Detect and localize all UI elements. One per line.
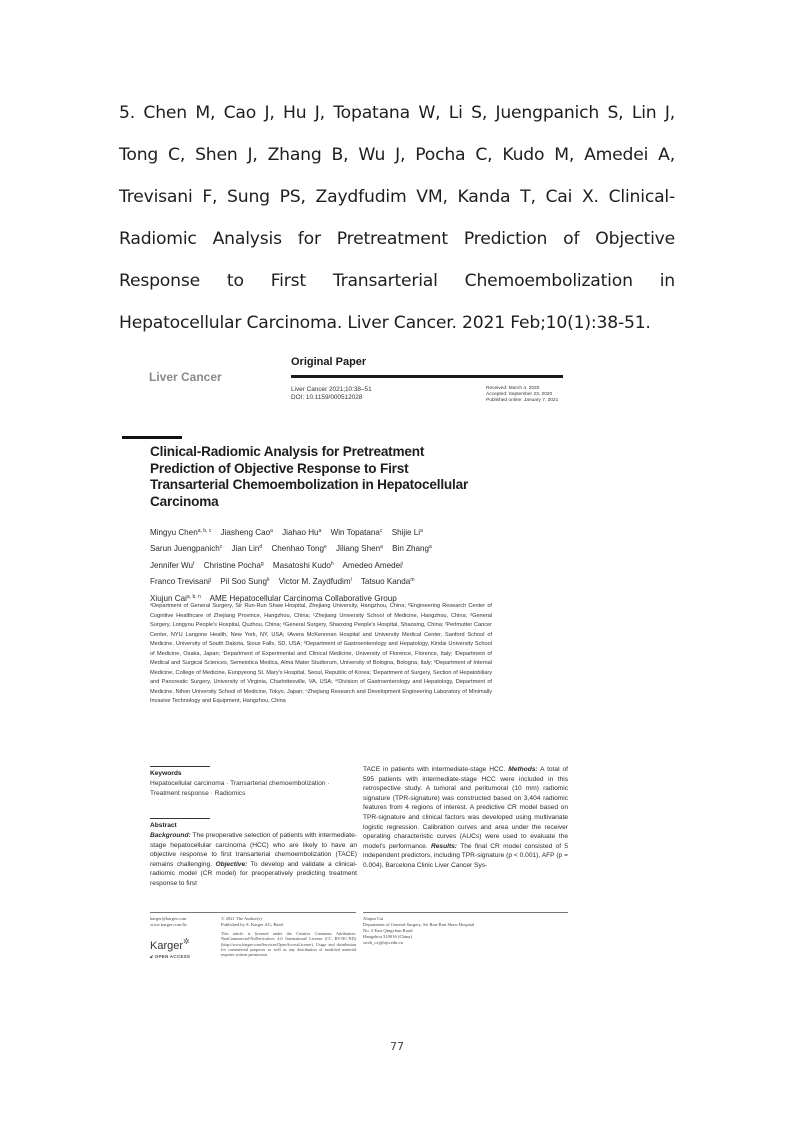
abstract-heading: Abstract: [150, 822, 177, 829]
accepted-date: Accepted: September 23, 2020: [486, 392, 553, 397]
title-divider: [122, 436, 182, 439]
author: Jian Lin$^d$: [231, 544, 263, 554]
received-date: Received: March 4, 2020: [486, 386, 540, 391]
correspondence-address: Xiujun Cai Department of General Surgery, Sir Run-Run Shaw Hospital No. 3 East Qingchun Road Hangzhou 310016 (China) srrsh_cxj@zju.edu.cn: [363, 916, 475, 945]
journal-citation-line: Liver Cancer 2021;10:38–51: [291, 386, 372, 393]
open-access-label: 🔓︎ OPEN ACCESS: [150, 954, 191, 959]
author: Sarun Juengpanich$^c$: [150, 544, 223, 554]
author: Christine Pocha$^g$: [203, 560, 264, 570]
publication-info: [291, 386, 372, 402]
author: Mingyu Chen$^{a, b, c}$: [150, 528, 212, 537]
doi: DOI: 10.1159/000512028: [291, 394, 363, 401]
author: Jiliang Shen$^a$: [335, 544, 383, 554]
footer-divider-right: [363, 912, 568, 913]
publication-dates: [486, 386, 558, 404]
page-number: 77: [390, 1040, 404, 1053]
author: Shijie Li$^a$: [391, 528, 423, 537]
open-access-lock-icon: 🔓︎: [150, 954, 154, 959]
publisher-line: Published by S. Karger AG, Basel: [221, 922, 284, 927]
karger-burst-icon: ✲: [183, 937, 190, 946]
license-text: This article is licensed under the Creative Commons Attribution-NonCommercial-NoDerivatives 4.0 International License (CC BY-NC-ND) (http://www.karger.com/Services/OpenAccessLicense). Usage and distribution for commercial purposes as well as any distribution of modified material requires written permission.: [221, 931, 356, 958]
karger-logo: Karger✲: [150, 937, 190, 952]
author: Jiahao Hu$^a$: [282, 528, 322, 537]
abstract-divider: [150, 818, 210, 819]
background-label: Background:: [150, 832, 191, 839]
methods-label: Methods:: [508, 766, 538, 773]
footer-divider-left: [150, 912, 356, 913]
publisher-email: karger@karger.com: [150, 916, 187, 921]
keywords-divider: [150, 766, 210, 767]
author: Masatoshi Kudo$^h$: [272, 560, 334, 570]
abstract-column-1: Background: The preoperative selection of patients with intermediate-stage hepatocellular carcinoma (HCC) who are likely to have an objective response to first transarterial chemoembolization (TACE) remains challenging. Objective: To develop and validate a clinical-radiomic model (CR model) for preoperatively predicting treatment response to first: [150, 832, 358, 887]
objective-label: Objective:: [215, 860, 248, 868]
author-list: [150, 524, 500, 606]
author: Chenhao Tong$^e$: [271, 544, 327, 554]
header-divider: [291, 375, 563, 378]
author: Xiujun Cai$^{a, b, n}$: [150, 593, 201, 603]
author: Tatsuo Kanda$^m$: [360, 577, 415, 587]
author-group: AME Hepatocellular Carcinoma Collaborative Group: [209, 593, 397, 603]
keywords-heading: Keywords: [150, 770, 182, 777]
author: Win Topatana$^c$: [330, 528, 383, 537]
copyright: © 2021 The Author(s): [221, 916, 262, 921]
paper-type-label: Original Paper: [291, 356, 367, 368]
journal-name: Liver Cancer: [149, 370, 222, 384]
author: Bin Zhang$^a$: [392, 544, 432, 554]
author: Victor M. Zaydfudim$^l$: [278, 577, 352, 587]
abstract-column-2: TACE in patients with intermediate-stage HCC. Methods: A total of 595 patients with intermediate-stage HCC were included in this retrospective study. A tumoral and peritumoral (10 mm) radiomic signature (TPR-signature) was constructed based on 3,404 radiomic features from 4 regions of interest. A predictive CR model based on TPR-signature and clinical factors was developed using multivariate logistic regression. Calibration curves and area under the receiver operating characteristic curves (AUCs) were used to evaluate the model's performance. Results: The final CR model consisted of 5 independent predictors, including TPR-signature (p < 0.001), AFP (p = 0.004), Barcelona Clinic Liver Cancer Sys-: [363, 766, 568, 869]
published-date: Published online: January 7, 2021: [486, 398, 559, 403]
author: Amedeo Amedei$^i$: [342, 560, 404, 570]
paper-first-page-image: [110, 350, 580, 980]
publisher-website: www.karger.com/lic: [150, 922, 188, 927]
reference-citation: 5. Chen M, Cao J, Hu J, Topatana W, Li S, Juengpanich S, Lin J, Tong C, Shen J, Zhang B, Wu J, Pocha C, Kudo M, Amedei A, Trevisani F, Sung PS, Zaydfudim VM, Kanda T, Cai X. Clinical-Radiomic Analysis for Pretreatment Prediction of Objective Response to First Transarterial Chemoembolization in Hepatocellular Carcinoma. Liver Cancer. 2021 Feb;10(1):38-51.: [119, 103, 675, 333]
publisher-contact: [150, 916, 187, 928]
affiliations: ᵃDepartment of General Surgery, Sir Run-Run Shaw Hospital, Zhejiang University, Hangzhou, China; ᵇEngineering Research Center of Cognitive Healthcare of Zhejiang Province, Hangzhou, China; ᶜZhejiang University School of Medicine, Hangzhou, China; ᵈGeneral Surgery, Longyou People's Hospital, Quzhou, China; ᵉGeneral Surgery, Shaoxing People's Hospital, Shaoxing, China; ᶠPerlmutter Cancer Center, NYU Langone Health, New York, NY, USA; ᵍAvera McKennnan Hospital and University Medical Center, Sanford School of Medicine, University of South Dakota, Sioux Falls, SD, USA; ʰDepartment of Gastroenterology and Hepatology, Kindai University School of Medicine, Osaka, Japan; ⁱDepartment of Experimental and Clinical Medicine, University of Florence, Florence, Italy; ʲDepartment of Medical and Surgical Sciences, Semeiotica Medica, Alma Mater Studiorum, University of Bologna, Bologna, Italy; ᵏDepartment of Internal Medicine, College of Medicine, Eunpyeong St. Mary's Hospital, Seoul, Republic of Korea; ˡDepartment of Surgery, Section of Hepatobiliary and Pancreatic Surgery, University of Virginia, Charlottesville, VA, USA; ᵐDivision of Gastroenterology and Hepatology, Department of Medicine, Nihon University School of Medicine, Tokyo, Japan; ⁿZhejiang Research and Development Engineering Laboratory of Minimally Invasive Technology and Equipment, Hangzhou, China: [150, 603, 492, 704]
author: Jiasheng Cao$^a$: [220, 528, 273, 537]
paper-title: Clinical-Radiomic Analysis for Pretreatment Prediction of Objective Response to First Transarterial Chemoembolization in Hepatocellular Carcinoma: [150, 444, 469, 509]
author: Pil Soo Sung$^k$: [220, 577, 270, 587]
author: Franco Trevisani$^j$: [150, 577, 211, 587]
results-label: Results:: [430, 842, 457, 850]
author: Jennifer Wu$^f$: [150, 560, 195, 570]
copyright-block: [221, 916, 356, 957]
keywords-text: Hepatocellular carcinoma · Transarterial chemoembolization · Treatment response · Radiomics: [150, 780, 330, 797]
